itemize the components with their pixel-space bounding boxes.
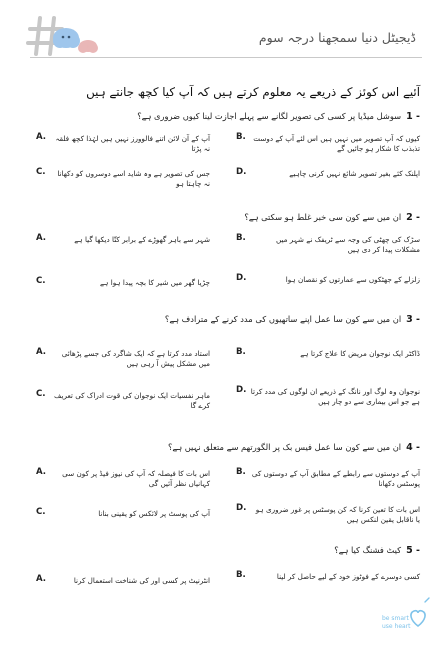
option-a[interactable] <box>36 233 210 245</box>
option-text: جس کی تصویر ہے وہ شاید اسے دوسروں کو دکھانا نہ چاہتا ہو <box>57 169 210 188</box>
question-number: 1 - <box>406 111 420 122</box>
heart-badge-icon <box>380 596 432 636</box>
option-text: شہر سے باہر گھوڑے کے برابر کتّا دیکھا گیا ہے <box>74 235 210 244</box>
question-text: ان میں سے کون سی خبر غلط ہو سکتی ہے؟ <box>244 212 402 222</box>
question-4 <box>28 442 420 543</box>
option-b[interactable] <box>236 233 420 254</box>
option-b[interactable] <box>236 570 420 582</box>
option-text: انٹرنیٹ پر کسی اور کی شناخت استعمال کرنا <box>73 576 210 585</box>
option-text: آپ کے آن لائن اتنے فالوورز نہیں ہیں لہٰذا کچھ فلقہ نہ پڑتا <box>55 134 210 153</box>
option-letter: C. <box>36 276 46 286</box>
option-b[interactable] <box>236 467 420 488</box>
option-letter: A. <box>36 233 47 243</box>
option-letter: B. <box>236 570 246 580</box>
corner-tagline-2: use heart <box>382 623 411 630</box>
option-text: اس بات کا فیصلہ کہ آپ کی نیوز فیڈ پر کون سی کہانیاں نظر آئیں گی <box>62 469 210 488</box>
option-letter: A. <box>36 347 47 357</box>
option-text: ماہر نفسیات ایک نوجوان کی قوت ادراک کی تعریف کرے گا <box>54 391 210 410</box>
option-d[interactable] <box>236 503 420 524</box>
corner-tagline-1: be smart <box>382 615 409 622</box>
option-letter: C. <box>36 167 46 177</box>
option-a[interactable] <box>36 347 210 368</box>
option-text: سڑک کی چھٹی کی وجہ سے ٹریفک نے شہر میں مشکلات پیدا کر دی ہیں <box>275 235 420 254</box>
option-text: کسی دوسرے کے فوٹوز خود کے لیے حاصل کر لینا <box>276 572 420 581</box>
option-letter: D. <box>236 273 247 283</box>
option-c[interactable] <box>36 389 210 410</box>
option-letter: A. <box>36 467 47 477</box>
option-letter: A. <box>36 132 47 142</box>
option-letter: C. <box>36 389 46 399</box>
option-letter: D. <box>236 385 247 395</box>
option-letter: B. <box>236 132 246 142</box>
question-text: ان میں سے کون سا عمل اپنے ساتھیوں کی مدد کرنے کے مترادف ہے؟ <box>164 314 402 324</box>
question-text: ان میں سے کون سا عمل فیس بک پر الگورتھم سے متعلق نہیں ہے؟ <box>167 442 402 452</box>
question-number: 2 - <box>406 212 420 223</box>
option-text: ڈاکٹر ایک نوجوان مریض کا علاج کرتا ہے <box>300 349 420 358</box>
question-text: کیٹ فشنگ کیا ہے؟ <box>334 545 402 555</box>
option-text: اپلنک کئے بغیر تصویر شائع نہیں کرنی چاہیے <box>289 169 420 178</box>
question-5 <box>28 545 420 606</box>
option-text: نوجوان وہ لوگ اور نانگ کے ذریعے ان لوگوں کی مدد کرتا ہے جو اس بیماری سے دو چار ہیں <box>250 387 420 406</box>
option-text: چڑیا گھر میں شیر کا بچہ پیدا ہوا ہے <box>100 278 210 287</box>
question-3 <box>28 314 420 430</box>
option-text: کیوں کہ آپ تصویر میں نہیں ہیں اس لئے آپ کے دوست تذبذب کا شکار ہو جائیں گے <box>253 134 420 153</box>
option-d[interactable] <box>236 385 420 406</box>
option-c[interactable] <box>36 507 210 519</box>
option-a[interactable] <box>36 574 210 586</box>
option-text: استاد مدد کرتا ہے کہ ایک شاگرد کی جسے پڑھائی میں مشکل پیش آ رہی ہیں <box>61 349 210 368</box>
option-letter: B. <box>236 467 246 477</box>
header-divider <box>30 57 422 58</box>
question-number: 3 - <box>406 314 420 325</box>
option-b[interactable] <box>236 132 420 153</box>
question-number: 4 - <box>406 442 420 453</box>
option-c[interactable] <box>36 167 210 188</box>
option-d[interactable] <box>236 273 420 285</box>
option-letter: D. <box>236 503 247 513</box>
quiz-intro: آئیے اس کوئز کے ذریعے یہ معلوم کرتے ہیں کہ آپ کیا کچھ جانتے ہیں <box>86 85 420 99</box>
option-b[interactable] <box>236 347 420 359</box>
question-2 <box>28 212 420 303</box>
option-letter: B. <box>236 347 246 357</box>
option-text: آپ کی پوسٹ پر لائکس کو یقینی بنانا <box>98 509 210 518</box>
option-letter: C. <box>36 507 46 517</box>
option-letter: A. <box>36 574 47 584</box>
option-d[interactable] <box>236 167 420 179</box>
option-letter: D. <box>236 167 247 177</box>
option-c[interactable] <box>36 276 210 288</box>
option-a[interactable] <box>36 132 210 153</box>
question-text: سوشل میڈیا پر کسی کی تصویر لگانے سے پہلے اجازت لینا کیوں ضروری ہے؟ <box>137 111 402 121</box>
option-a[interactable] <box>36 467 210 488</box>
hashtag-cloud-logo-icon <box>26 14 98 58</box>
option-text: زلزلے کے جھٹکوں سے عمارتوں کو نقصان ہوا <box>285 275 420 284</box>
question-number: 5 - <box>406 545 420 556</box>
page-title: ڈیجیٹل دنیا سمجھنا درجہ سوم <box>258 30 416 45</box>
option-text: اس بات کا تعین کرنا کہ کن پوسٹس پر غور ضروری ہو یا ناقابل یقین لنکس ہیں <box>255 505 420 524</box>
option-letter: B. <box>236 233 246 243</box>
option-text: آپ کے دوستوں سے رابطے کے مطابق آپ کے دوستوں کی پوسٹس دکھانا <box>251 469 420 488</box>
question-1 <box>28 111 420 202</box>
